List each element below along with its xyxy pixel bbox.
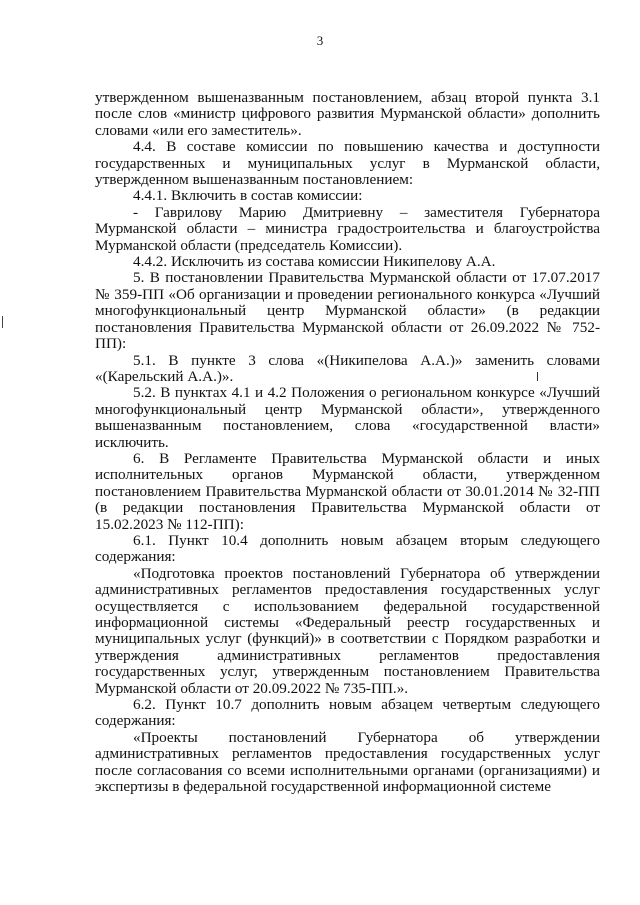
- paragraph-5: 4.4.2. Исключить из состава комиссии Никипелову А.А.: [133, 253, 496, 271]
- paragraph-1: утвержденном вышеназванным постановлением, абзац второй пункта 3.1 после слов «министр цифрового развития Мурманской области» дополнить словами «или его заместитель».: [95, 89, 600, 139]
- paragraph-11: «Подготовка проектов постановлений Губернатора об утверждении административных регламентов предоставления государственных услуг осуществляется с использованием федеральной государственной информационной системы «Федеральный реестр государственных и муниципальных услуг (функций)» в соответствии с Порядком разработки и утверждения административных регламентов предоставления государственных услуг, утвержденным постановлением Правительства Мурманской области от 20.09.2022 № 735-ПП.».: [95, 564, 600, 697]
- paragraph-8: 5.2. В пунктах 4.1 и 4.2 Положения о региональном конкурсе «Лучший многофункциональный центр Мурманской области», утвержденного вышеназванным постановлением, слова «государственной власти» исключить.: [95, 384, 600, 451]
- paragraph-9: 6. В Регламенте Правительства Мурманской области и иных исполнительных органов Мурманской области, утвержденном постановлением Правительства Мурманской области от 30.01.2014 № 32-ПП (в редакции постановления Правительства Мурманской области от 15.02.2023 № 112-ПП):: [95, 449, 600, 533]
- paragraph-6: 5. В постановлении Правительства Мурманской области от 17.07.2017 № 359-ПП «Об организации и проведении регионального конкурса «Лучший многофункциональный центр Мурманской области» (в редакции постановления Правительства Мурманской области от 26.09.2022 № 752-ПП):: [95, 269, 600, 353]
- paragraph-2: 4.4. В составе комиссии по повышению качества и доступности государственных и муниципальных услуг в Мурманской области, утвержденном вышеназванным постановлением:: [95, 138, 600, 189]
- scan-artifact-mark: [2, 316, 3, 328]
- paragraph-4: - Гаврилову Марию Дмитриевну – заместителя Губернатора Мурманской области – министра градостроительства и благоустройства Мурманской области (председатель Комиссии).: [95, 203, 600, 254]
- paragraph-3: 4.4.1. Включить в состав комиссии:: [133, 187, 363, 205]
- paragraph-10: 6.1. Пункт 10.4 дополнить новым абзацем вторым следующего содержания:: [95, 531, 600, 566]
- paragraph-7: 5.1. В пункте 3 слова «(Никипелова А.А.)» заменить словами «(Карельский А.А.)».: [95, 351, 600, 385]
- paragraph-13: «Проекты постановлений Губернатора об утверждении административных регламентов предоставления государственных услуг после согласования со всеми исполнительными органами (организациями) и экспертизы в федеральной государственной информационной системе: [95, 728, 600, 796]
- page-number: 3: [316, 33, 324, 48]
- scan-artifact-tick: [537, 372, 538, 381]
- document-body: [95, 90, 600, 795]
- paragraph-12: 6.2. Пункт 10.7 дополнить новым абзацем четвертым следующего содержания:: [95, 696, 600, 730]
